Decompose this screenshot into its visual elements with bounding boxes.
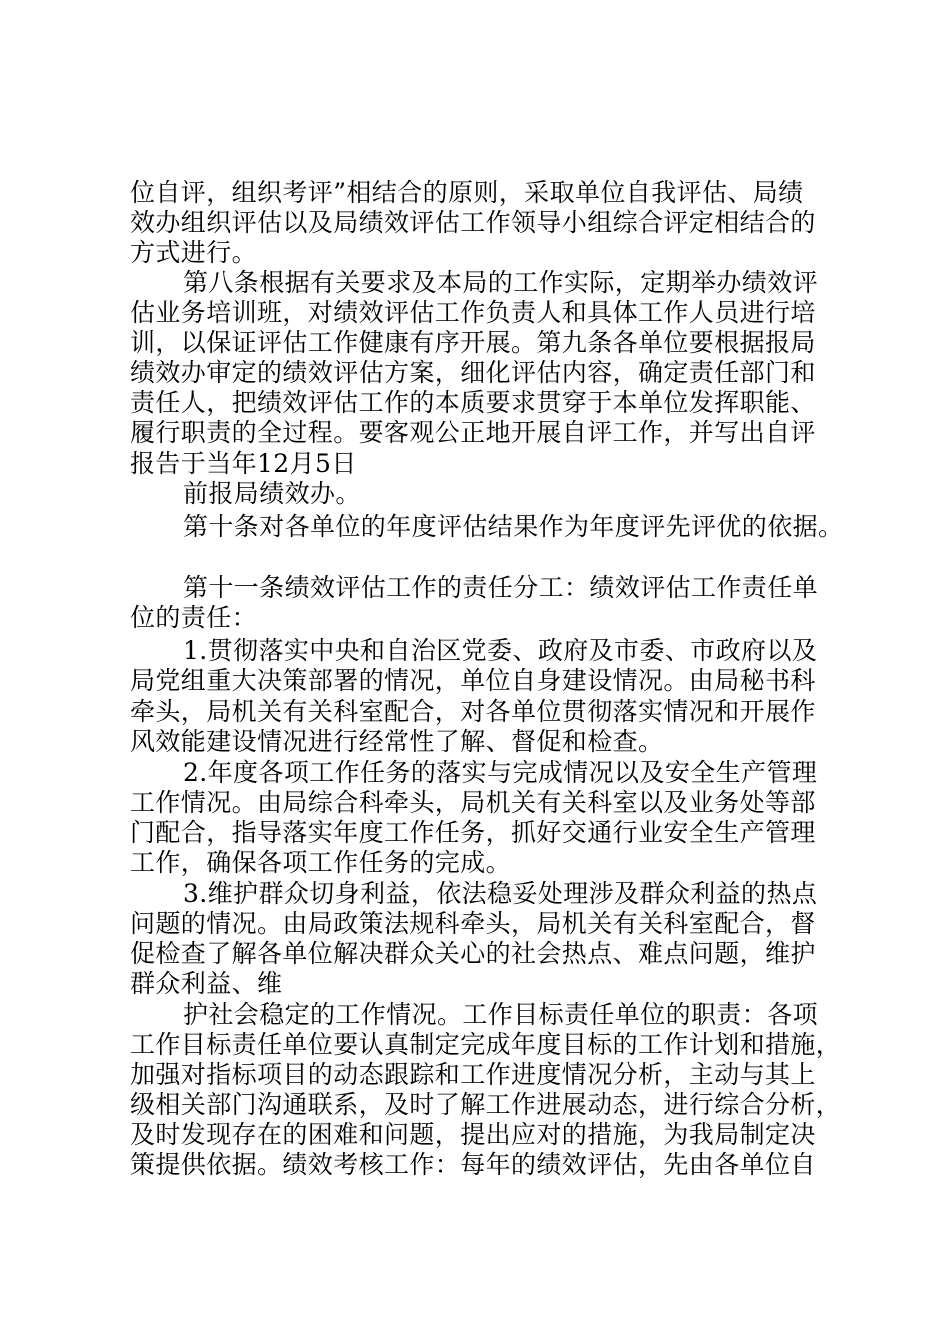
text-line: 护社会稳定的工作情况。工作目标责任单位的职责：各项 [183, 1000, 819, 1029]
text-line: 位的责任： [130, 603, 258, 632]
text-line: 门配合，指导落实年度工作任务，抓好交通行业安全生产管理 [130, 818, 816, 847]
text-line: 履行职责的全过程。要客观公正地开展自评工作，并写出自评 [130, 418, 816, 447]
text-line: 1.贯彻落实中央和自治区党委、政府及市委、市政府以及 [183, 636, 818, 665]
text-line: 级相关部门沟通联系，及时了解工作进展动态，进行综合分析， [130, 1090, 842, 1119]
text-line: 牵头，局机关有关科室配合，对各单位贯彻落实情况和开展作 [130, 697, 816, 726]
text-line: 报告于当年12月5日 [130, 449, 357, 478]
text-line: 工作，确保各项工作任务的完成。 [130, 848, 512, 877]
text-line: 绩效办审定的绩效评估方案，细化评估内容，确定责任部门和 [130, 358, 816, 387]
text-line: 效办组织评估以及局绩效评估工作领导小组综合评定相结合的 [130, 208, 816, 237]
text-line: 2.年度各项工作任务的落实与完成情况以及安全生产管理 [183, 758, 818, 787]
text-line: 位自评，组织考评”相结合的原则，采取单位自我评估、局绩 [130, 178, 804, 207]
text-line: 促检查了解各单位解决群众关心的社会热点、难点问题，维护 [130, 939, 816, 968]
text-line: 第十条对各单位的年度评估结果作为年度评先评优的依据。 [183, 512, 844, 541]
text-line: 第八条根据有关要求及本局的工作实际，定期举办绩效评 [183, 268, 819, 297]
text-line: 估业务培训班，对绩效评估工作负责人和具体工作人员进行培 [130, 298, 816, 327]
text-line: 训，以保证评估工作健康有序开展。第九条各单位要根据报局 [130, 328, 816, 357]
text-line: 工作情况。由局综合科牵头，局机关有关科室以及业务处等部 [130, 788, 816, 817]
text-line: 群众利益、维 [130, 969, 283, 998]
text-line: 工作目标责任单位要认真制定完成年度目标的工作计划和措施， [130, 1030, 842, 1059]
text-line: 风效能建设情况进行经常性了解、督促和检查。 [130, 727, 664, 756]
text-line: 第十一条绩效评估工作的责任分工：绩效评估工作责任单 [183, 573, 819, 602]
text-line: 策提供依据。绩效考核工作：每年的绩效评估，先由各单位自 [130, 1150, 816, 1179]
text-line: 局党组重大决策部署的情况，单位自身建设情况。由局秘书科 [130, 666, 816, 695]
text-line: 及时发现存在的困难和问题，提出应对的措施，为我局制定决 [130, 1120, 816, 1149]
text-line: 方式进行。 [130, 238, 258, 267]
text-line: 加强对指标项目的动态跟踪和工作进度情况分析，主动与其上 [130, 1060, 816, 1089]
text-line: 问题的情况。由局政策法规科牵头，局机关有关科室配合，督 [130, 909, 816, 938]
text-line: 责任人，把绩效评估工作的本质要求贯穿于本单位发挥职能、 [130, 388, 816, 417]
text-line: 3.维护群众切身利益，依法稳妥处理涉及群众利益的热点 [183, 879, 818, 908]
text-line: 前报局绩效办。 [183, 479, 361, 508]
